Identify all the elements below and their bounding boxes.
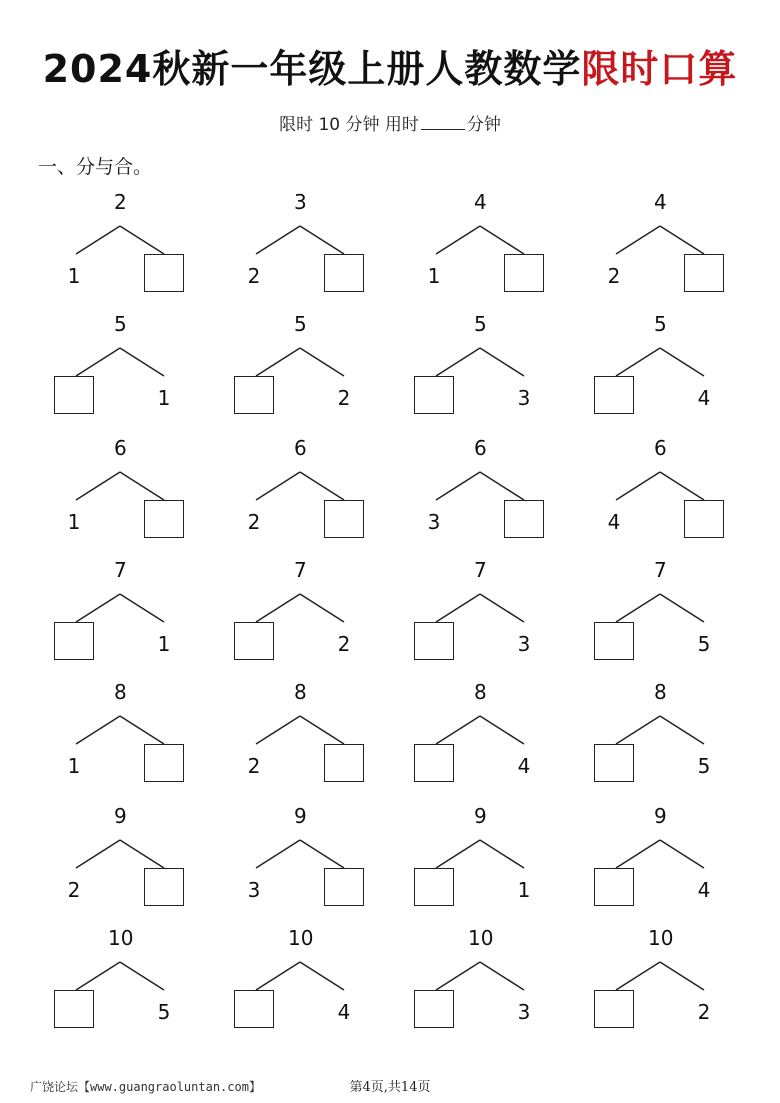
bond-total: 7 — [474, 558, 487, 582]
left-branch-line — [76, 716, 120, 744]
right-branch-line — [660, 472, 704, 500]
bond-left-part: 4 — [607, 510, 621, 534]
answer-box-right[interactable] — [324, 254, 364, 292]
answer-box-left[interactable] — [414, 990, 454, 1028]
left-branch-line — [436, 716, 480, 744]
number-bond — [594, 926, 774, 1046]
left-branch-line — [76, 840, 120, 868]
watermark: 广饶论坛【www.guangraoluntan.com】 — [30, 1080, 261, 1094]
bond-total: 8 — [474, 680, 487, 704]
answer-box-right[interactable] — [324, 868, 364, 906]
number-bond — [594, 436, 774, 556]
left-branch-line — [616, 840, 660, 868]
left-branch-line — [256, 962, 300, 990]
right-branch-line — [120, 962, 164, 990]
number-bond — [54, 558, 234, 678]
number-bond — [594, 680, 774, 800]
right-branch-line — [300, 594, 344, 622]
bond-total: 10 — [648, 926, 674, 950]
number-bond — [594, 804, 774, 924]
bond-right-part: 3 — [517, 632, 531, 656]
answer-box-left[interactable] — [54, 622, 94, 660]
answer-box-right[interactable] — [684, 254, 724, 292]
bond-total: 5 — [474, 312, 487, 336]
bond-left-part: 3 — [247, 878, 261, 902]
bond-total: 8 — [114, 680, 127, 704]
left-branch-line — [616, 226, 660, 254]
time-limit-line — [0, 110, 780, 135]
number-bond — [54, 436, 234, 556]
bond-right-part: 5 — [157, 1000, 171, 1024]
bond-total: 3 — [294, 190, 307, 214]
left-branch-line — [76, 226, 120, 254]
right-branch-line — [120, 472, 164, 500]
bond-total: 6 — [114, 436, 127, 460]
right-branch-line — [120, 594, 164, 622]
bond-total: 6 — [474, 436, 487, 460]
number-bond — [414, 804, 594, 924]
answer-box-left[interactable] — [54, 990, 94, 1028]
page-title — [0, 38, 780, 93]
bond-total: 4 — [654, 190, 667, 214]
answer-box-right[interactable] — [144, 868, 184, 906]
right-branch-line — [660, 962, 704, 990]
number-bond — [414, 190, 594, 310]
title-main: 2024秋新一年级上册人教数学 — [42, 47, 582, 91]
right-branch-line — [300, 962, 344, 990]
answer-box-left[interactable] — [594, 868, 634, 906]
left-branch-line — [76, 348, 120, 376]
bond-total: 9 — [294, 804, 307, 828]
bond-left-part: 2 — [247, 264, 261, 288]
left-branch-line — [436, 226, 480, 254]
time-unit-text: 分钟 — [466, 115, 501, 135]
left-branch-line — [616, 472, 660, 500]
number-bond — [54, 926, 234, 1046]
right-branch-line — [300, 716, 344, 744]
bond-right-part: 3 — [517, 1000, 531, 1024]
bond-total: 7 — [654, 558, 667, 582]
time-limit-text: 限时 10 分钟 用时 — [279, 115, 419, 135]
bond-total: 8 — [294, 680, 307, 704]
bond-total: 7 — [294, 558, 307, 582]
bond-total: 4 — [474, 190, 487, 214]
right-branch-line — [480, 840, 524, 868]
bond-total: 5 — [654, 312, 667, 336]
number-bond — [54, 190, 234, 310]
bond-total: 5 — [294, 312, 307, 336]
bond-right-part: 2 — [337, 386, 351, 410]
number-bond — [414, 436, 594, 556]
bond-right-part: 5 — [697, 632, 711, 656]
bond-left-part: 1 — [67, 510, 81, 534]
bond-total: 7 — [114, 558, 127, 582]
number-bond — [54, 804, 234, 924]
bond-right-part: 1 — [517, 878, 531, 902]
answer-box-right[interactable] — [504, 254, 544, 292]
answer-box-left[interactable] — [234, 376, 274, 414]
bond-total: 9 — [474, 804, 487, 828]
number-bond — [234, 190, 414, 310]
bond-right-part: 1 — [157, 386, 171, 410]
right-branch-line — [480, 716, 524, 744]
answer-box-left[interactable] — [414, 868, 454, 906]
right-branch-line — [480, 348, 524, 376]
left-branch-line — [76, 594, 120, 622]
page-number: 第4页,共14页 — [349, 1080, 431, 1095]
left-branch-line — [616, 962, 660, 990]
bond-left-part: 1 — [427, 264, 441, 288]
bond-left-part: 1 — [67, 264, 81, 288]
answer-box-left[interactable] — [414, 622, 454, 660]
left-branch-line — [256, 348, 300, 376]
answer-box-left[interactable] — [234, 990, 274, 1028]
bond-right-part: 4 — [517, 754, 531, 778]
answer-box-right[interactable] — [144, 500, 184, 538]
left-branch-line — [256, 840, 300, 868]
bond-right-part: 4 — [337, 1000, 351, 1024]
left-branch-line — [76, 472, 120, 500]
bond-total: 10 — [288, 926, 314, 950]
number-bond — [234, 558, 414, 678]
right-branch-line — [660, 348, 704, 376]
number-bond — [414, 926, 594, 1046]
answer-box-left[interactable] — [594, 744, 634, 782]
left-branch-line — [76, 962, 120, 990]
number-bond — [54, 680, 234, 800]
bond-right-part: 3 — [517, 386, 531, 410]
bond-left-part: 1 — [67, 754, 81, 778]
right-branch-line — [300, 472, 344, 500]
answer-box-right[interactable] — [144, 744, 184, 782]
right-branch-line — [300, 226, 344, 254]
answer-box-right[interactable] — [504, 500, 544, 538]
number-bond — [234, 926, 414, 1046]
answer-box-left[interactable] — [594, 376, 634, 414]
right-branch-line — [480, 962, 524, 990]
bond-left-part: 2 — [607, 264, 621, 288]
answer-box-right[interactable] — [324, 500, 364, 538]
right-branch-line — [660, 594, 704, 622]
bond-total: 2 — [114, 190, 127, 214]
right-branch-line — [660, 716, 704, 744]
bond-left-part: 3 — [427, 510, 441, 534]
right-branch-line — [480, 472, 524, 500]
bond-left-part: 2 — [67, 878, 81, 902]
left-branch-line — [616, 594, 660, 622]
section-heading: 一、分与合。 — [38, 156, 153, 178]
left-branch-line — [436, 472, 480, 500]
number-bond — [234, 680, 414, 800]
number-bond — [594, 312, 774, 432]
right-branch-line — [120, 226, 164, 254]
answer-box-left[interactable] — [594, 990, 634, 1028]
bond-right-part: 1 — [157, 632, 171, 656]
right-branch-line — [300, 348, 344, 376]
left-branch-line — [436, 962, 480, 990]
number-bond — [414, 312, 594, 432]
title-highlight: 限时口算 — [581, 47, 738, 91]
bond-total: 6 — [654, 436, 667, 460]
right-branch-line — [480, 226, 524, 254]
left-branch-line — [616, 716, 660, 744]
answer-box-left[interactable] — [54, 376, 94, 414]
bond-left-part: 2 — [247, 510, 261, 534]
bond-total: 10 — [468, 926, 494, 950]
number-bond — [594, 190, 774, 310]
bond-total: 9 — [114, 804, 127, 828]
number-bond — [234, 804, 414, 924]
number-bond — [234, 436, 414, 556]
left-branch-line — [256, 472, 300, 500]
bond-right-part: 2 — [337, 632, 351, 656]
answer-box-right[interactable] — [684, 500, 724, 538]
right-branch-line — [660, 226, 704, 254]
right-branch-line — [480, 594, 524, 622]
bond-total: 9 — [654, 804, 667, 828]
right-branch-line — [660, 840, 704, 868]
answer-box-left[interactable] — [234, 622, 274, 660]
answer-box-right[interactable] — [324, 744, 364, 782]
answer-box-right[interactable] — [144, 254, 184, 292]
answer-box-left[interactable] — [594, 622, 634, 660]
answer-box-left[interactable] — [414, 376, 454, 414]
bond-total: 10 — [108, 926, 134, 950]
bond-right-part: 2 — [697, 1000, 711, 1024]
right-branch-line — [120, 840, 164, 868]
bond-right-part: 4 — [697, 878, 711, 902]
number-bond — [594, 558, 774, 678]
left-branch-line — [436, 348, 480, 376]
bond-total: 6 — [294, 436, 307, 460]
number-bond — [54, 312, 234, 432]
left-branch-line — [436, 840, 480, 868]
time-used-blank[interactable] — [421, 115, 465, 130]
bond-total: 5 — [114, 312, 127, 336]
right-branch-line — [120, 348, 164, 376]
left-branch-line — [436, 594, 480, 622]
left-branch-line — [616, 348, 660, 376]
number-bond — [234, 312, 414, 432]
left-branch-line — [256, 226, 300, 254]
bond-right-part: 5 — [697, 754, 711, 778]
left-branch-line — [256, 716, 300, 744]
number-bond — [414, 680, 594, 800]
answer-box-left[interactable] — [414, 744, 454, 782]
number-bond — [414, 558, 594, 678]
right-branch-line — [300, 840, 344, 868]
bond-right-part: 4 — [697, 386, 711, 410]
bond-total: 8 — [654, 680, 667, 704]
bond-left-part: 2 — [247, 754, 261, 778]
right-branch-line — [120, 716, 164, 744]
left-branch-line — [256, 594, 300, 622]
